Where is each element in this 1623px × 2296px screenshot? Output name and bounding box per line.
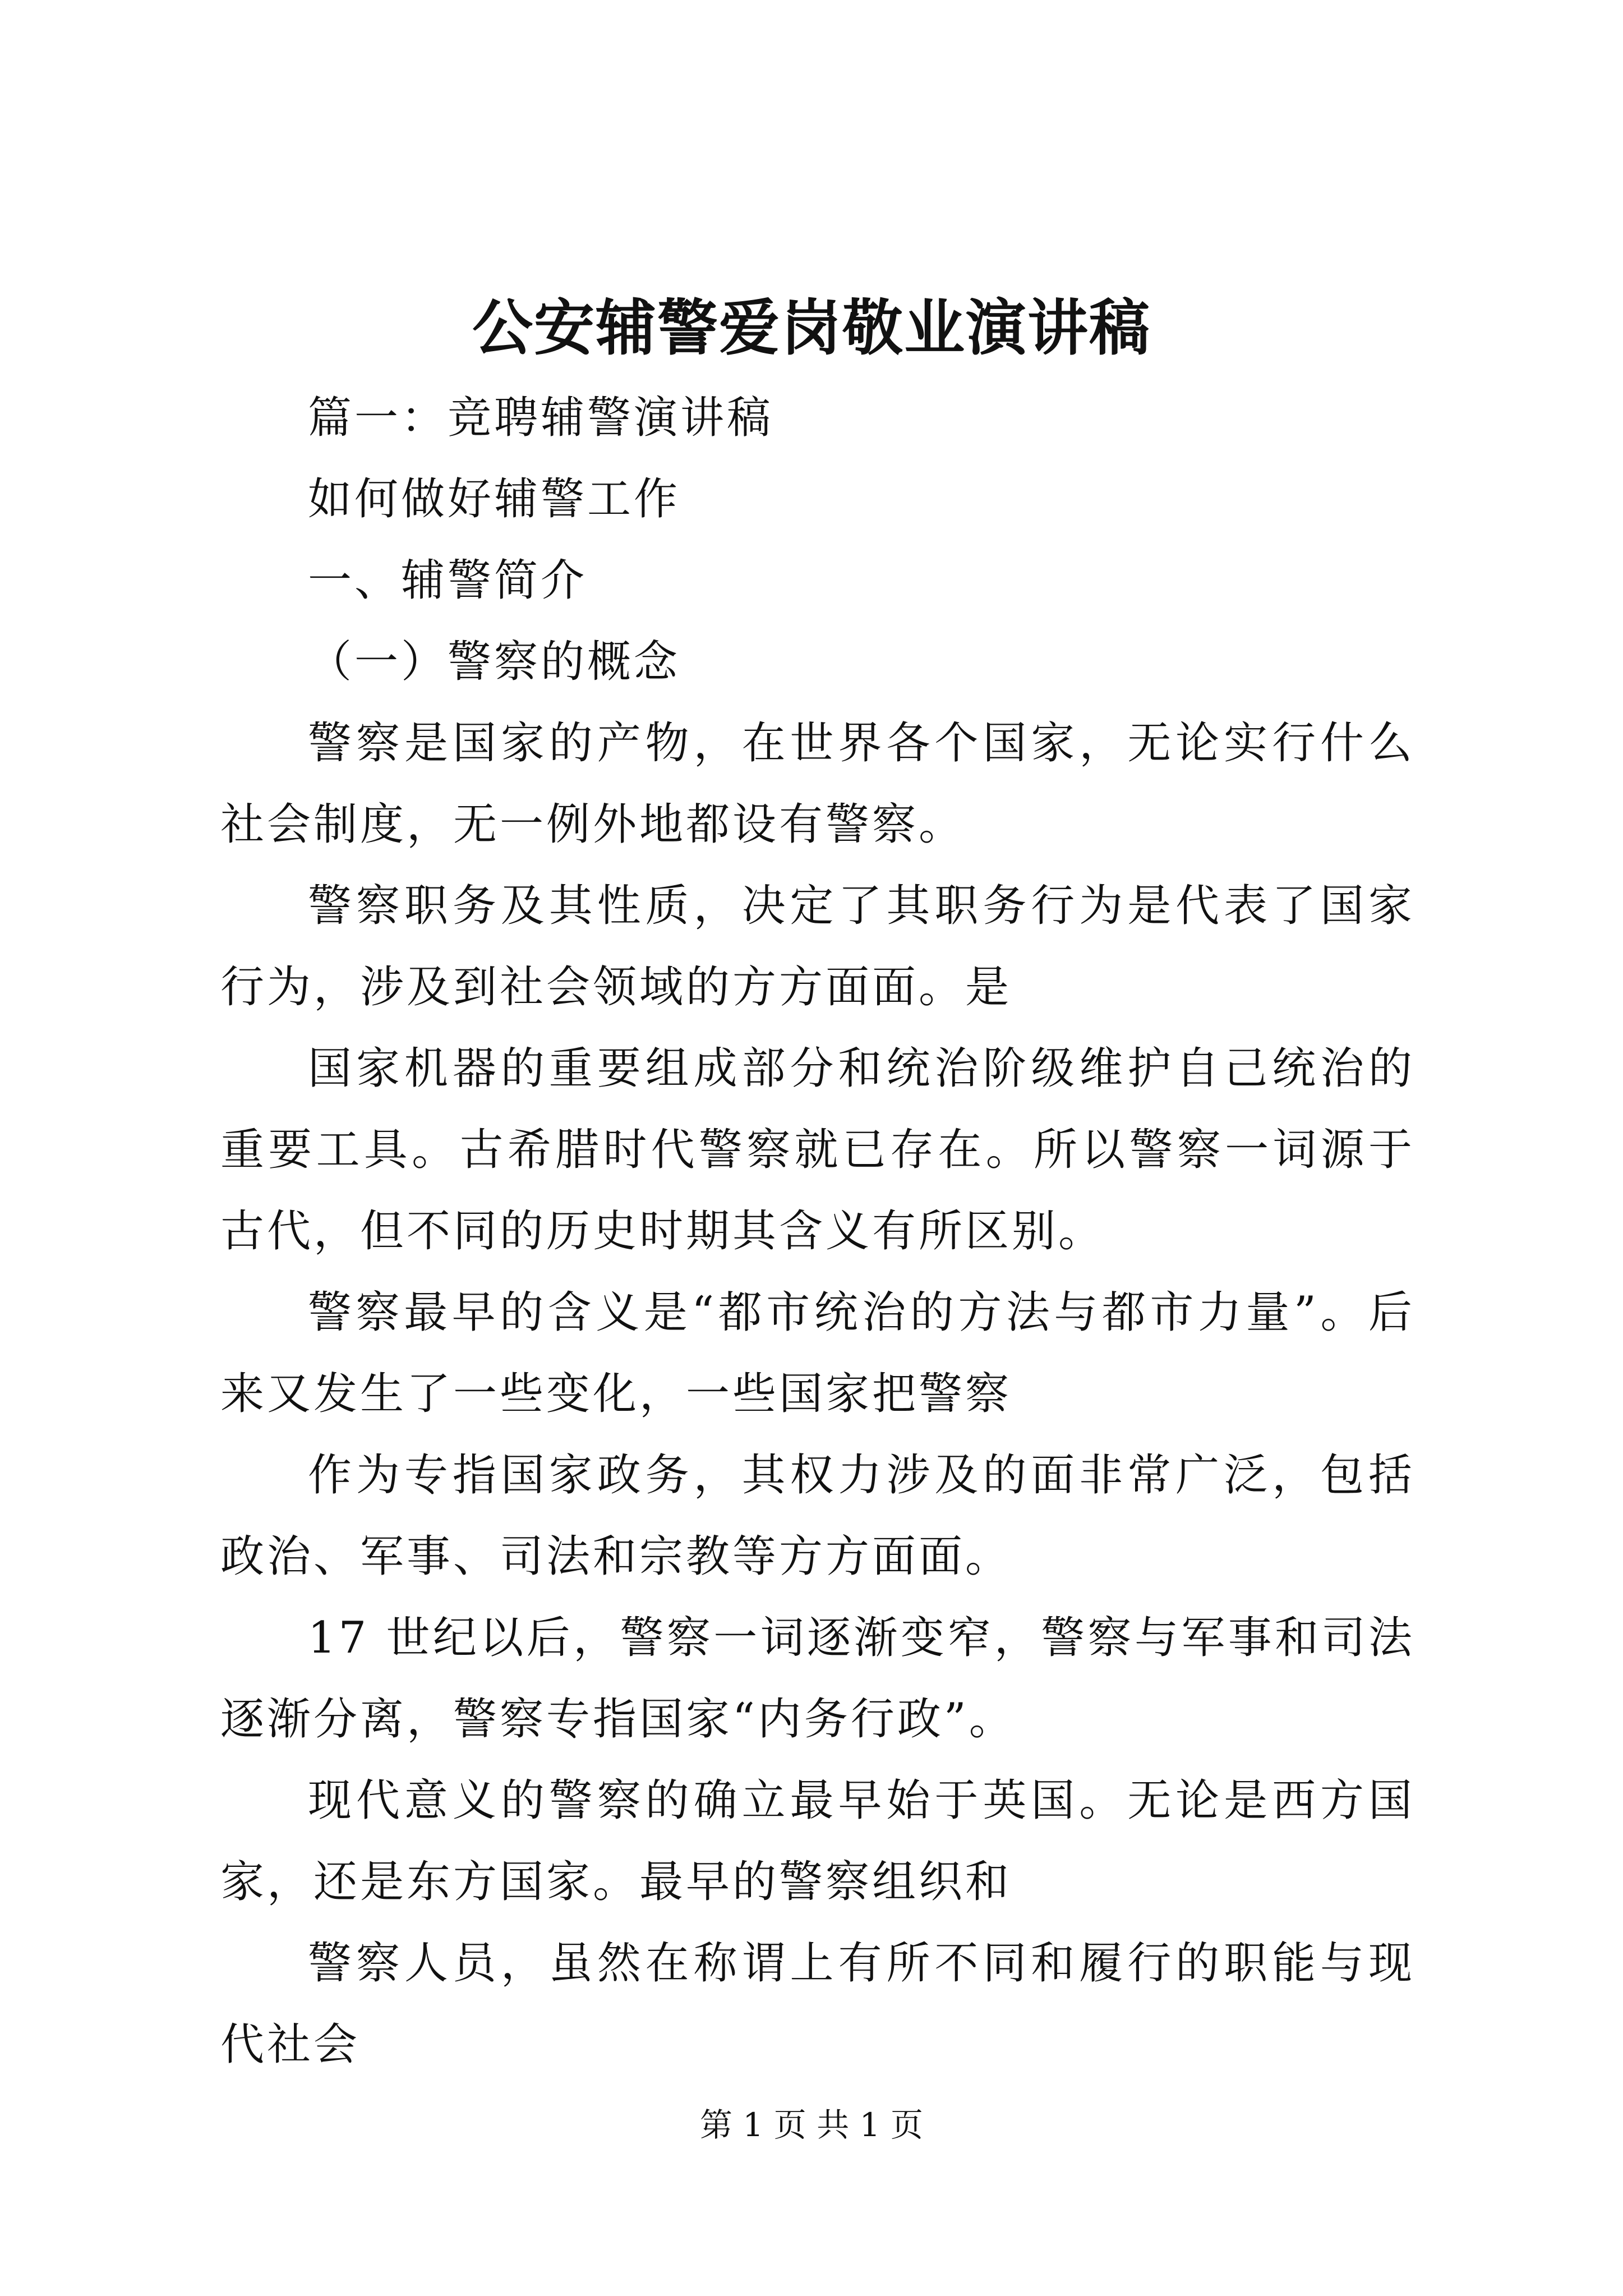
paragraph-12: 警察人员，虽然在称谓上有所不同和履行的职能与现代社会: [220, 1938, 1415, 2070]
paragraph-11: 现代意义的警察的确立最早始于英国。无论是西方国家，还是东方国家。最早的警察组织和: [220, 1775, 1415, 1907]
paragraph-1: 篇一：竞聘辅警演讲稿: [308, 393, 774, 443]
paragraph-6: 警察职务及其性质，决定了其职务行为是代表了国家行为，涉及到社会领域的方方面面。是: [220, 881, 1415, 1013]
paragraph-7: 国家机器的重要组成部分和统治阶级维护自己统治的重要工具。古希腊时代警察就已存在。所以警察一词源于古代，但不同的历史时期其含义有所区别。: [220, 1043, 1415, 1257]
paragraph-9: 作为专指国家政务，其权力涉及的面非常广泛，包括政治、军事、司法和宗教等方方面面。: [220, 1450, 1415, 1582]
page-footer: 第 1 页 共 1 页: [700, 2106, 923, 2144]
paragraph-5: 警察是国家的产物，在世界各个国家，无论实行什么社会制度，无一例外地都设有警察。: [220, 718, 1415, 850]
document-body: [220, 378, 1415, 2086]
paragraph-4: （一）警察的概念: [308, 637, 681, 687]
paragraph-3: 一、辅警简介: [308, 555, 588, 606]
paragraph-8: 警察最早的含义是“都市统治的方法与都市力量”。后来又发生了一些变化，一些国家把警察: [220, 1287, 1415, 1419]
document-title: 公安辅警爱岗敬业演讲稿: [472, 293, 1151, 364]
paragraph-10: 17 世纪以后，警察一词逐渐变窄，警察与军事和司法逐渐分离，警察专指国家“内务行政”。: [220, 1613, 1415, 1745]
paragraph-2: 如何做好辅警工作: [308, 474, 681, 524]
